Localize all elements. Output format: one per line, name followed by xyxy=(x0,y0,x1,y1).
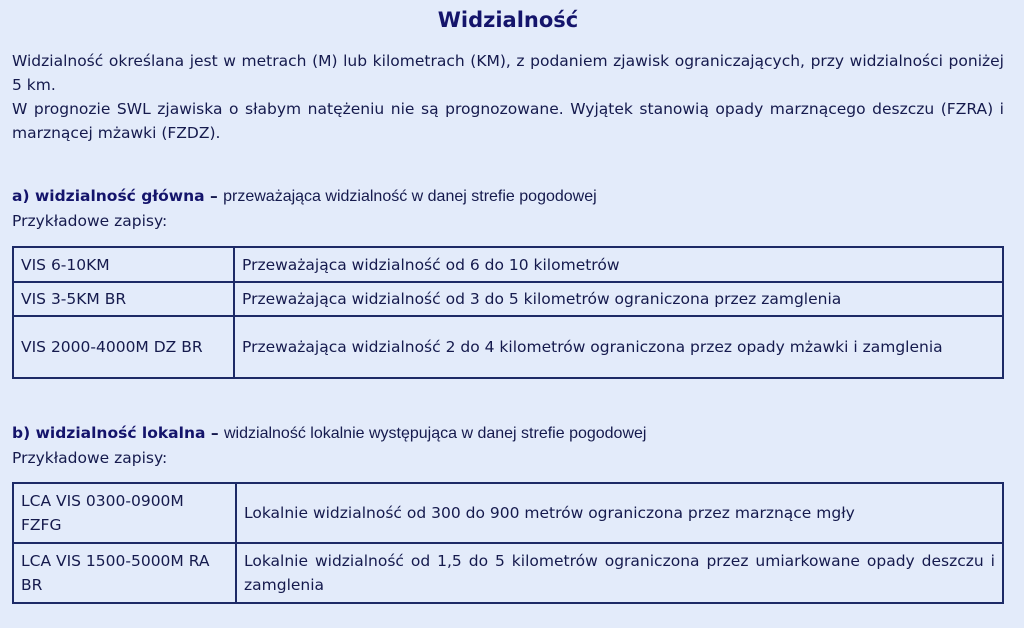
code-cell: VIS 3-5KM BR xyxy=(13,282,234,316)
section-b-description: widzialność lokalnie występująca w danej strefie pogodowej xyxy=(224,425,647,442)
section-a-dash: – xyxy=(204,187,224,205)
visibility-local-table xyxy=(12,482,1004,604)
intro-paragraph-1: Widzialność określana jest w metrach (M) lub kilometrach (KM), z podaniem zjawisk ograniczających, przy widzialności poniżej 5 km. xyxy=(12,52,1004,94)
page-title: Widzialność xyxy=(437,8,579,32)
code-cell: VIS 2000-4000M DZ BR xyxy=(13,316,234,378)
section-a-description: przeważająca widzialność w danej strefie pogodowej xyxy=(223,188,597,205)
description-cell: Przeważająca widzialność 2 do 4 kilometrów ograniczona przez opady mżawki i zamglenia xyxy=(234,316,1003,378)
code-cell: VIS 6-10KM xyxy=(13,247,234,282)
section-b-title: b) widzialność lokalna xyxy=(12,424,206,442)
intro-text xyxy=(12,49,1004,145)
section-a-examples-label: Przykładowe zapisy: xyxy=(12,212,168,230)
intro-paragraph-2: W prognozie SWL zjawiska o słabym natężeniu nie są prognozowane. Wyjątek stanowią opady marznącego deszczu (FZRA) i marznącej mżawki (FZDZ). xyxy=(12,100,1004,142)
table-row xyxy=(13,483,1003,543)
section-b-dash: – xyxy=(205,424,224,442)
description-cell: Przeważająca widzialność od 6 do 10 kilometrów xyxy=(234,247,1003,282)
section-b-examples-label: Przykładowe zapisy: xyxy=(12,449,168,467)
description-cell: Lokalnie widzialność od 300 do 900 metrów ograniczona przez marznące mgły xyxy=(236,483,1003,543)
section-a-title: a) widzialność główna xyxy=(12,187,205,205)
code-cell: LCA VIS 0300-0900M FZFG xyxy=(13,483,236,543)
section-a-heading xyxy=(12,184,1004,233)
description-cell: Przeważająca widzialność od 3 do 5 kilometrów ograniczona przez zamglenia xyxy=(234,282,1003,316)
visibility-main-table xyxy=(12,246,1004,379)
table-row xyxy=(13,316,1003,378)
table-row xyxy=(13,247,1003,282)
section-b-heading xyxy=(12,421,1004,470)
table-row xyxy=(13,543,1003,603)
description-cell: Lokalnie widzialność od 1,5 do 5 kilometrów ograniczona przez umiarkowane opady deszczu i zamglenia xyxy=(236,543,1003,603)
code-cell: LCA VIS 1500-5000M RA BR xyxy=(13,543,236,603)
table-row xyxy=(13,282,1003,316)
